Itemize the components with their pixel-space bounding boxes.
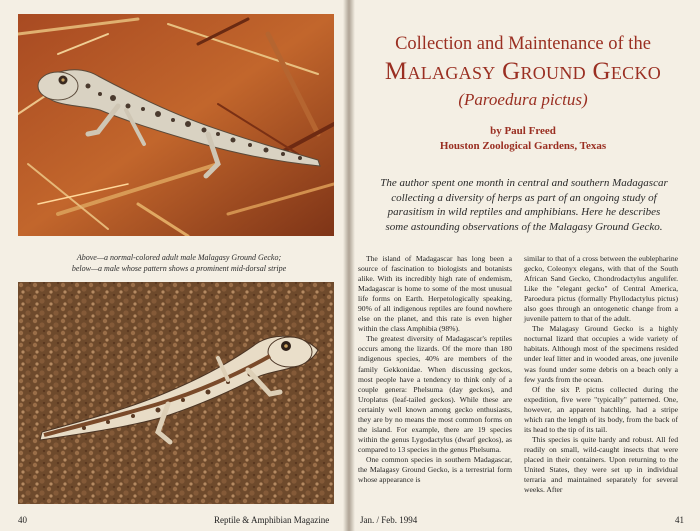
affiliation: Houston Zoological Gardens, Texas [439, 140, 607, 152]
magazine-name: Reptile & Amphibian Magazine [214, 515, 330, 525]
right-page-number: 41 [675, 515, 684, 525]
article-title-line-1: Collection and Maintenance of the [395, 34, 651, 54]
author: by Paul Freed [490, 125, 556, 137]
right-page [346, 0, 700, 531]
paragraph: similar to that of a cross between the eublepharine gecko, Coleonyx elegans, with that of the South African Sand Gecko, Chondrodactylus angulifer. Like the "elegant gecko" of Central America, Paroedura pictus (formally Phyllodactylus pictus) also goes through an ontogenetic change from a juvenile pattern to that of the adult. [524, 254, 678, 324]
intro-line: some astounding observations of the Malagasy Ground Gecko. [385, 220, 663, 233]
paragraph: The island of Madagascar has long been a source of fascination to biologists and botanists alike. With its incredibly high rate of endemism, Madagascar is home to some of the most unusual life forms on Earth. Herpetologically speaking, 90% of all indigenous reptiles are found nowhere else on the planet, and this rate is even higher within the class Amphibia (98%). [358, 254, 512, 334]
body-column-1 [358, 254, 512, 485]
body-column-2 [524, 254, 678, 495]
issue-date: Jan. / Feb. 1994 [360, 515, 418, 525]
caption-line-1: Above—a normal-colored adult male Malagasy Ground Gecko; [76, 253, 282, 262]
gecko-photo-bottom [18, 282, 334, 504]
article-subtitle: (Paroedura pictus) [458, 90, 588, 109]
photo-caption [34, 252, 324, 274]
paragraph: The greatest diversity of Madagascar's reptiles occurs among the lizards. Of the more than 180 indigenous species, 40% are members of the family Gekkonidae. When discussing geckos, most people have a tendency to think only of a couple genera: Phelsuma (day geckos), and Uroplatus (leaf-tailed geckos). While these are certainly well known among gecko enthusiasts, they are by no means the most common forms on the island. For example, there are 19 species within the genus Lygodactylus (dwarf geckos), as compared to 13 species in the genus Phelsuma. [358, 334, 512, 454]
intro-deck [368, 176, 680, 234]
caption-line-2: below—a male whose pattern shows a prominent mid-dorsal stripe [71, 264, 287, 273]
paragraph: Of the six P. pictus collected during the expedition, five were "typically" patterned. One, however, an apparent hatchling, had a stripe which ran the length of its body, from the back of its head to the tip of its tail. [524, 384, 678, 434]
gecko-photo-top [18, 14, 334, 236]
gecko-on-leaves-image [18, 14, 334, 236]
left-page-number: 40 [18, 515, 27, 525]
article-title-line-2: Malagasy Ground Gecko [384, 58, 662, 85]
paragraph: One common species in southern Madagascar, the Malagasy Ground Gecko, is a terrestrial form whose appearance is [358, 454, 512, 485]
intro-line: collecting a diversity of herps as part of an ongoing study of [391, 191, 657, 204]
byline [356, 124, 690, 154]
intro-line: The author spent one month in central and southern Madagascar [380, 177, 668, 189]
left-page [0, 0, 346, 531]
paragraph: This species is quite hardy and robust. All fed readily on small, wild-caught insects that were placed in their containers. Upon returning to the United States, they were set up in individual terraria and maintained separately for several weeks. After [524, 434, 678, 495]
intro-line: parasitism in wild reptiles and amphibians. Here he describes [387, 206, 661, 218]
striped-gecko-on-gravel-image [18, 282, 334, 504]
paragraph: The Malagasy Ground Gecko is a highly nocturnal lizard that occupies a wide variety of habitats. Although most of the specimens resided under leaf litter and in wooded areas, one juvenile was found under some debris on a beach only a few yards from the ocean. [524, 324, 678, 384]
